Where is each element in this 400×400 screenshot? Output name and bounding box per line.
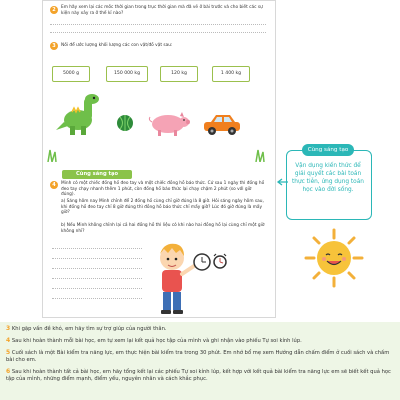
answer-line: [52, 248, 142, 249]
weight-box: 120 kg: [160, 66, 198, 82]
boy-with-clocks-image: [150, 236, 230, 320]
weight-box: 5000 g: [52, 66, 90, 82]
question-number-2: 2: [50, 6, 58, 14]
instruction-item: [6, 350, 394, 363]
question-3-text: Nối để ước lượng khối lượng các con vật/đồ vật sau:: [61, 43, 173, 48]
creative-section-banner: Cùng sáng tạo: [62, 170, 132, 179]
instruction-text: Cuối sách là một Bài kiểm tra năng lực, em thực hiện bài kiểm tra trong 30 phút. Em nhớ bổ mẹ xem Hướng dẫn chấm điểm ở cuối sách và chấm bài cho em.: [6, 350, 390, 363]
answer-line: [50, 32, 266, 33]
instruction-item: [6, 326, 396, 333]
car-image: [202, 112, 242, 136]
answer-line: [52, 268, 142, 269]
instruction-item: [6, 369, 394, 382]
instruction-number: 5: [6, 349, 11, 356]
instruction-text: Khi gặp vấn đề khó, em hãy tìm sự trợ giúp của người thân.: [11, 326, 167, 332]
creative-question-b: b) Nếu Minh không chỉnh lại cả hai đồng hồ thì liệu có khi nào hai đồng hồ lại cùng chỉ một giờ không nhỉ?: [61, 223, 265, 234]
instruction-item: [6, 338, 396, 345]
instruction-text: Sau khi hoàn thành tất cả bài học, em hãy tổng kết lại các phiếu Tự soi kính lúp, kết hợp với kết quả bài kiểm tra năng lực em sẽ biết kết quả học tập của mình, những điểm mạnh, điểm yếu, nguyên nhân và cách khắc phục.: [6, 369, 391, 382]
grass-decoration: [46, 148, 58, 162]
instruction-number: 4: [6, 337, 11, 344]
grass-decoration: [254, 148, 266, 162]
answer-line: [52, 278, 142, 279]
sun-character-image: [304, 228, 364, 288]
pig-image: [146, 110, 190, 138]
question-number-4: 4: [50, 181, 58, 189]
creative-info-card-title: Cùng sáng tạo: [302, 144, 354, 156]
question-2-text: Em hãy xem lại các mốc thời gian trong trục thời gian mà đã vẽ ở bài trước và cho biết các sự kiện này xảy ra ở thế kỉ nào?: [61, 5, 263, 16]
answer-line: [50, 24, 266, 25]
weight-box: 150 000 kg: [106, 66, 148, 82]
answer-line: [52, 298, 142, 299]
answer-line: [52, 258, 142, 259]
creative-question-a: a) Sáng hôm nay Minh chỉnh để 2 đồng hồ cùng chỉ giờ đúng là 8 giờ. Hỏi sáng ngày hôm sau, khi đồng hồ đeo tay chỉ 8 giờ đúng thì đồng hồ báo thức chỉ mấy giờ? Lúc đó giờ đúng là mấy giờ?: [61, 199, 264, 216]
creative-text: Minh có một chiếc đồng hồ đeo tay và một chiếc đồng hồ báo thức. Cứ sau 1 ngày thì đồng hồ đeo tay chạy nhanh thêm 1 phút, còn đồng hồ báo thức lại chạy chậm 2 phút (so với giờ đúng).: [61, 181, 265, 198]
watermelon-image: [116, 114, 134, 132]
creative-info-card-text: Vận dụng kiến thức để giải quyết các bài toán thực tiễn, ứng dụng toán học vào đời sống.: [292, 163, 364, 193]
instruction-number: 6: [6, 368, 11, 375]
instruction-text: Sau khi hoàn thành mỗi bài học, em tự xem lại kết quả học tập của mình và ghi nhận vào phiếu Tự soi kính lúp.: [11, 338, 302, 344]
dinosaur-image: [56, 92, 102, 136]
arrow-left-icon: [276, 178, 288, 186]
answer-line: [52, 288, 142, 289]
weight-box: 1 400 kg: [212, 66, 250, 82]
instruction-number: 3: [6, 325, 11, 332]
question-number-3: 3: [50, 42, 58, 50]
